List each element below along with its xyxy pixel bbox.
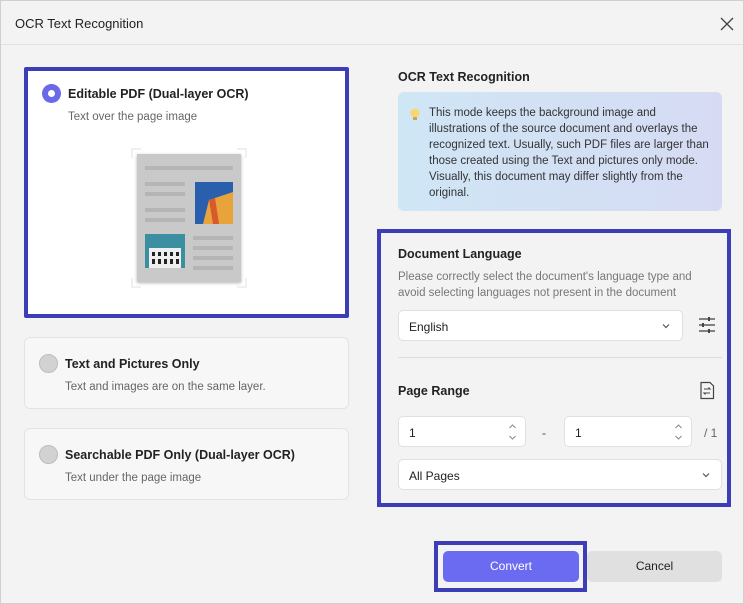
option-title: Text and Pictures Only <box>65 357 200 371</box>
page-range-select[interactable] <box>398 459 722 490</box>
cancel-button[interactable]: Cancel <box>587 551 722 582</box>
lightbulb-icon <box>409 108 421 122</box>
option-title: Searchable PDF Only (Dual-layer OCR) <box>65 448 295 462</box>
range-separator: - <box>542 426 546 440</box>
option-editable-pdf[interactable] <box>24 67 349 318</box>
radio-editable-pdf[interactable] <box>42 84 61 103</box>
language-value: English <box>409 320 449 334</box>
language-settings-icon[interactable] <box>698 315 716 335</box>
page-to-input[interactable] <box>564 416 692 447</box>
dialog-title: OCR Text Recognition <box>15 16 144 31</box>
document-preview-image <box>131 148 247 288</box>
mode-info-text: This mode keeps the background image and illustrations of the source document and overlays the recognized text. Usually, such PDF files are larger than those created using the Text and pictures only mode. Visually, this document may differ slightly from the original. <box>429 107 709 199</box>
option-title: Editable PDF (Dual-layer OCR) <box>68 87 249 101</box>
option-text-and-pictures[interactable] <box>24 337 349 409</box>
chevron-down-icon <box>701 470 711 480</box>
convert-button[interactable]: Convert <box>443 551 579 582</box>
divider <box>398 357 722 358</box>
chevron-down-icon <box>661 321 671 331</box>
radio-text-and-pictures[interactable] <box>39 354 58 373</box>
stepper-arrows-icon[interactable] <box>674 422 683 442</box>
language-description: Please correctly select the document's language type and avoid selecting languages not present in the document <box>398 271 692 299</box>
option-subtitle: Text under the page image <box>65 472 202 484</box>
page-range-heading: Page Range <box>398 384 470 398</box>
radio-searchable-pdf[interactable] <box>39 445 58 464</box>
page-total: / 1 <box>704 426 718 440</box>
page-from-value: 1 <box>409 426 416 440</box>
option-subtitle: Text and images are on the same layer. <box>65 381 266 393</box>
page-range-value: All Pages <box>409 469 460 483</box>
title-bar <box>1 1 743 45</box>
close-icon <box>720 17 734 31</box>
option-searchable-pdf[interactable] <box>24 428 349 500</box>
close-button[interactable] <box>713 11 741 37</box>
stepper-arrows-icon[interactable] <box>508 422 517 442</box>
page-swap-icon[interactable] <box>698 381 716 400</box>
option-subtitle: Text over the page image <box>68 111 198 123</box>
language-heading: Document Language <box>398 247 522 261</box>
mode-info-box <box>398 92 722 211</box>
right-heading: OCR Text Recognition <box>398 70 530 84</box>
page-to-value: 1 <box>575 426 582 440</box>
page-from-input[interactable] <box>398 416 526 447</box>
language-select[interactable] <box>398 310 683 341</box>
